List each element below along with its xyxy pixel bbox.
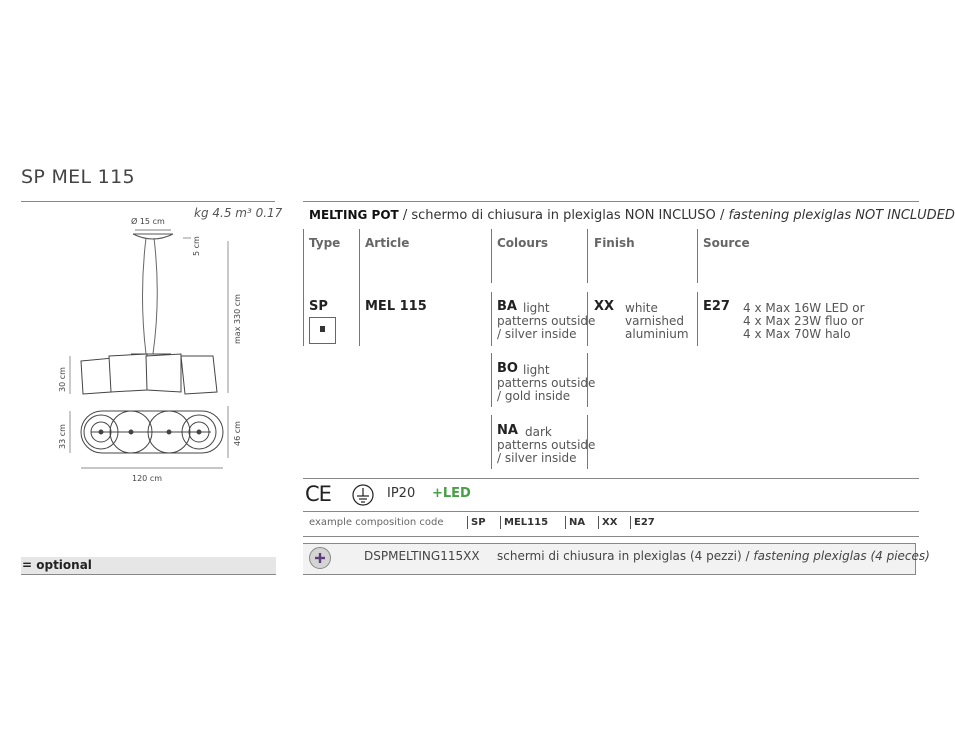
product-family-header: [309, 208, 955, 223]
example-label: example composition code: [309, 517, 444, 528]
max-height-text: max 330 cm: [233, 294, 242, 344]
column-divider: [697, 292, 698, 346]
accessory-code: DSPMELTING115XX: [364, 549, 480, 563]
depth-large-text: 46 cm: [233, 421, 242, 446]
colour-desc: / silver inside: [497, 327, 577, 341]
column-header-type: Type: [309, 236, 341, 250]
colour-desc: patterns outside: [497, 376, 596, 390]
example-code-source: E27: [630, 516, 655, 529]
column-divider: [359, 229, 360, 346]
note-italian: schermo di chiusura in plexiglas NON INCLUSO: [411, 208, 716, 223]
colour-desc: light: [523, 363, 550, 377]
depth-small-text: 33 cm: [58, 424, 67, 449]
canopy-height-text: 5 cm: [192, 236, 201, 256]
source-desc: 4 x Max 23W fluo or: [743, 314, 864, 328]
divider: [303, 478, 919, 479]
shades-top-view: [81, 411, 223, 453]
colour-desc: / gold inside: [497, 389, 571, 403]
column-header-finish: Finish: [594, 236, 635, 250]
ground-symbol-icon: [352, 484, 374, 506]
ce-mark-icon: CE: [305, 482, 331, 506]
lamp-technical-drawing: [21, 206, 281, 496]
colour-desc: light: [523, 301, 550, 315]
column-divider: [587, 229, 588, 283]
example-code-type: SP: [467, 516, 486, 529]
column-divider: [491, 292, 492, 346]
separator: /: [402, 208, 408, 223]
colour-code: BA: [497, 299, 517, 314]
colour-desc: patterns outside: [497, 314, 596, 328]
divider: [21, 201, 275, 202]
accessory-desc-english: fastening plexiglas (4 pieces): [753, 549, 930, 563]
finish-desc: aluminium: [625, 327, 689, 341]
colour-desc: patterns outside: [497, 438, 596, 452]
product-title: SP MEL 115: [21, 166, 135, 188]
separator: /: [745, 549, 750, 563]
note-english: fastening plexiglas NOT INCLUDED: [728, 208, 955, 223]
column-divider: [303, 229, 304, 346]
column-header-colours: Colours: [497, 236, 549, 250]
colour-code: NA: [497, 423, 518, 438]
shades-side-view: [81, 354, 217, 394]
column-divider: [491, 415, 492, 469]
example-code-finish: XX: [598, 516, 617, 529]
ip-rating: IP20: [387, 486, 416, 501]
example-code-article: MEL115: [500, 516, 548, 529]
led-badge: +LED: [432, 486, 471, 501]
finish-code: XX: [594, 299, 615, 314]
column-divider: [491, 229, 492, 283]
brand-name: MELTING POT: [309, 208, 399, 222]
weight-label: kg 4.5 m³ 0.17: [194, 206, 283, 220]
canopy-shape: [133, 234, 173, 239]
source-desc: 4 x Max 16W LED or: [743, 301, 865, 315]
separator: /: [719, 208, 725, 223]
article-code: MEL 115: [365, 299, 427, 314]
column-divider: [491, 353, 492, 407]
finish-desc: varnished: [625, 314, 684, 328]
shade-height-text: 30 cm: [58, 367, 67, 392]
cable-left: [143, 238, 147, 354]
colour-code: BO: [497, 361, 518, 376]
example-code-colour: NA: [565, 516, 585, 529]
column-header-article: Article: [365, 236, 410, 250]
column-divider: [697, 229, 698, 283]
optional-legend: = optional: [22, 558, 92, 572]
finish-desc: white: [625, 301, 658, 315]
divider: [303, 201, 919, 202]
width-text: 120 cm: [132, 474, 163, 483]
type-code: SP: [309, 299, 328, 314]
accessory-description: [497, 549, 930, 563]
cable-right: [153, 238, 157, 354]
canopy-diameter-text: Ø 15 cm: [131, 217, 165, 226]
accessory-desc-italian: schermi di chiusura in plexiglas (4 pezzi): [497, 549, 742, 563]
column-header-source: Source: [703, 236, 750, 250]
colour-desc: dark: [525, 425, 552, 439]
source-code: E27: [703, 299, 730, 314]
plus-circle-icon: [309, 547, 331, 569]
pendant-type-icon: [309, 317, 336, 344]
source-desc: 4 x Max 70W halo: [743, 327, 851, 341]
colour-desc: / silver inside: [497, 451, 577, 465]
